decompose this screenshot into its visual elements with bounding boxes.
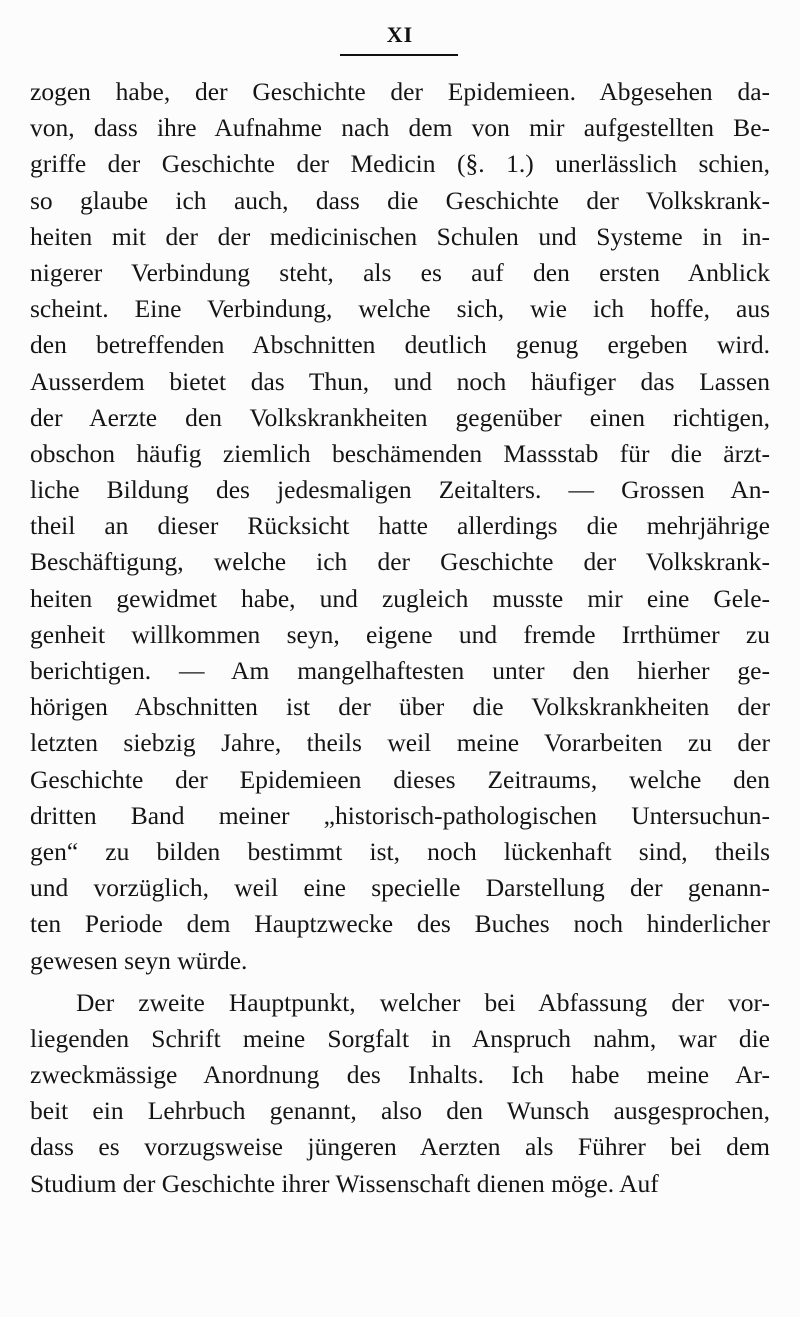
text-line: heiten mit der der medicinischen Schulen und Systeme in in- — [30, 221, 770, 251]
text-line: Studium der Geschichte ihrer Wissenschaft dienen möge. Auf — [30, 1168, 659, 1198]
text-line: der Aerzte den Volkskrankheiten gegenüber einen richtigen, — [30, 402, 770, 432]
text-line: nigerer Verbindung steht, als es auf den ersten Anblick — [30, 257, 770, 287]
text-line: letzten siebzig Jahre, theils weil meine Vorarbeiten zu der — [30, 728, 770, 758]
text-line: dass es vorzugsweise jüngeren Aerzten als Führer bei dem — [30, 1132, 770, 1162]
text-line: berichtigen. — Am mangelhaftesten unter den hierher ge- — [30, 656, 770, 685]
paragraph-2 — [30, 985, 770, 1202]
text-line: ten Periode dem Hauptzwecke des Buches noch hinderlicher — [30, 909, 770, 939]
text-line: von, dass ihre Aufnahme nach dem von mir aufgestellten Be- — [30, 113, 770, 143]
text-line: zogen habe, der Geschichte der Epidemieen. Abgesehen da- — [30, 77, 770, 106]
text-line: liche Bildung des jedesmaligen Zeitalters. — Grossen An- — [30, 475, 770, 505]
page-number: XI — [386, 22, 414, 47]
text-line: genheit willkommen seyn, eigene und fremde Irrthümer zu — [30, 619, 770, 649]
text-line: beit ein Lehrbuch genannt, also den Wunsch ausgesprochen, — [30, 1096, 770, 1126]
text-line: so glaube ich auch, dass die Geschichte der Volkskrank- — [30, 185, 770, 215]
text-line: theil an dieser Rücksicht hatte allerdings die mehrjährige — [30, 511, 770, 541]
text-line: scheint. Eine Verbindung, welche sich, wie ich hoffe, aus — [30, 294, 770, 324]
text-line: hörigen Abschnitten ist der über die Volkskrankheiten der — [30, 692, 770, 722]
text-line: den betreffenden Abschnitten deutlich genug ergeben wird. — [30, 330, 770, 360]
text-line: heiten gewidmet habe, und zugleich musste mir eine Gele- — [30, 583, 770, 613]
page-header — [0, 22, 800, 48]
text-line: Ausserdem bietet das Thun, und noch häufiger das Lassen — [30, 366, 770, 396]
text-line: zweckmässige Anordnung des Inhalts. Ich habe meine Ar- — [30, 1060, 770, 1090]
text-line: Geschichte der Epidemieen dieses Zeitraums, welche den — [30, 764, 770, 794]
body-text — [30, 74, 770, 1202]
text-line: gewesen seyn würde. — [30, 945, 248, 975]
text-line: gen“ zu bilden bestimmt ist, noch lückenhaft sind, theils — [30, 836, 770, 866]
paragraph-1 — [30, 74, 770, 979]
text-line: Der zweite Hauptpunkt, welcher bei Abfassung der vor- — [76, 987, 770, 1017]
text-line: liegenden Schrift meine Sorgfalt in Anspruch nahm, war die — [30, 1023, 770, 1053]
text-line: und vorzüglich, weil eine specielle Darstellung der genann- — [30, 873, 770, 903]
text-line: dritten Band meiner „historisch-pathologischen Untersuchun- — [30, 800, 770, 830]
text-line: Beschäftigung, welche ich der Geschichte der Volkskrank- — [30, 547, 770, 577]
text-line: griffe der Geschichte der Medicin (§. 1.) unerlässlich schien, — [30, 149, 770, 179]
header-rule — [340, 54, 458, 56]
text-line: obschon häufig ziemlich beschämenden Massstab für die ärzt- — [30, 438, 770, 468]
